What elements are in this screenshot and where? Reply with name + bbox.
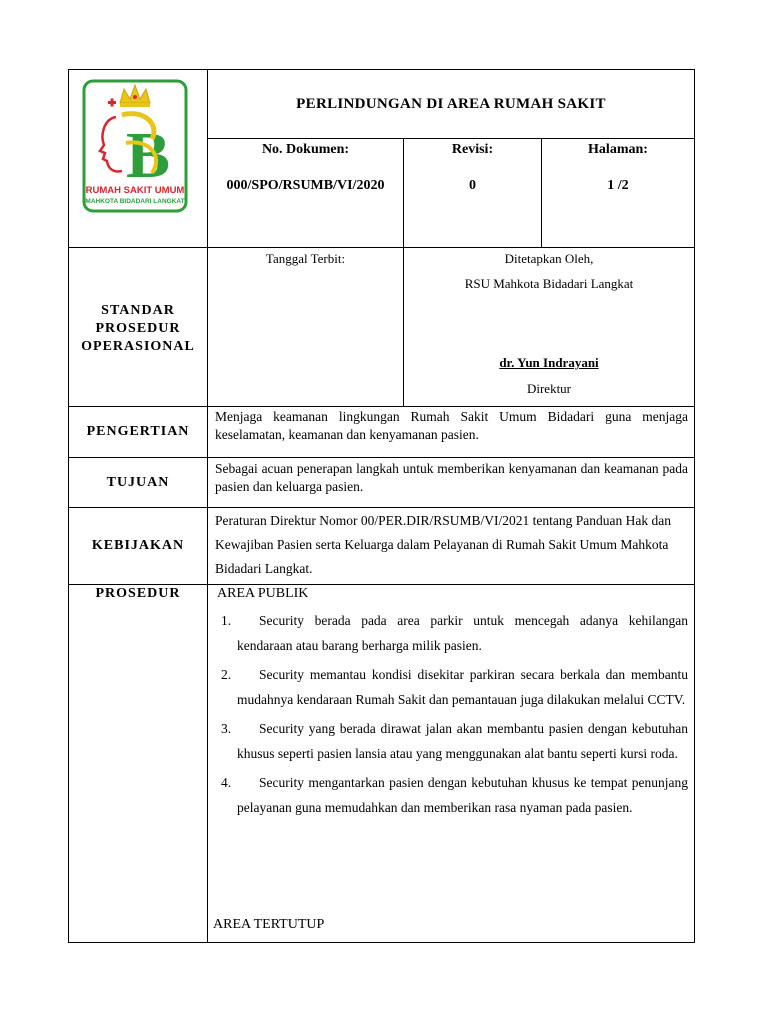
pengertian-text: Menjaga keamanan lingkungan Rumah Sakit Umum Bidadari guna menjaga keselamatan, keamanan dan kenyamanan pasien.	[215, 409, 688, 442]
document-title: PERLINDUNGAN DI AREA RUMAH SAKIT	[296, 96, 606, 112]
kebijakan-label: KEBIJAKAN	[91, 538, 185, 553]
doc-number-value: 000/SPO/RSUMB/VI/2020	[226, 178, 385, 193]
sop-label-text: STANDAR PROSEDUR OPERASIONAL	[81, 303, 195, 354]
procedure-list	[211, 608, 688, 824]
tujuan-text: Sebagai acuan penerapan langkah untuk memberikan kenyamanan dan keamanan pada pasien dan keluarga pasien.	[215, 461, 688, 494]
logo-monogram: B	[126, 119, 171, 192]
sop-label	[69, 302, 207, 356]
signer-name	[404, 355, 694, 371]
area-publik-heading: AREA PUBLIK	[217, 586, 309, 601]
revision-label: Revisi:	[451, 142, 494, 157]
doc-number-label: No. Dokumen:	[261, 142, 350, 157]
prosedur-label: PROSEDUR	[95, 586, 181, 601]
procedure-step-number: 3.	[221, 721, 232, 736]
procedure-step-text: Security mengantarkan pasien dengan kebutuhan khusus ke tempat penunjang pelayanan guna memudahkan dan memberikan rasa nyaman pada pasien.	[237, 775, 688, 815]
procedure-step	[211, 770, 688, 820]
hospital-logo	[82, 79, 188, 213]
procedure-step	[211, 716, 688, 766]
procedure-step	[211, 608, 688, 658]
hospital-name: RSU Mahkota Bidadari Langkat	[464, 276, 634, 291]
procedure-step-number: 2.	[221, 667, 232, 682]
procedure-step-text: Security memantau kondisi disekitar parkiran secara berkala dan membantu mudahnya kendaraan Rumah Sakit dan pemantauan juga dilakukan melalui CCTV.	[237, 667, 688, 707]
signer-position: Direktur	[526, 381, 572, 396]
area-tertutup-heading: AREA TERTUTUP	[213, 917, 325, 932]
revision-value: 0	[469, 178, 476, 193]
signer-name-text: dr. Yun Indrayani	[499, 355, 599, 370]
logo-graphic	[82, 79, 188, 213]
kebijakan-text: Peraturan Direktur Nomor 00/PER.DIR/RSUMB/VI/2021 tentang Panduan Hak dan Kewajiban Pasien serta Keluarga dalam Pelayanan di Rumah Sakit Umum Mahkota Bidadari Langkat.	[215, 513, 671, 576]
procedure-step-text: Security yang berada dirawat jalan akan membantu pasien dengan kebutuhan khusus seperti pasien lansia atau yang menggunakan alat bantu seperti kursi roda.	[237, 721, 688, 761]
pengertian-label: PENGERTIAN	[86, 424, 190, 439]
logo-line1: RUMAH SAKIT UMUM	[85, 185, 185, 196]
procedure-step-number: 1.	[221, 613, 232, 628]
tujuan-label: TUJUAN	[106, 475, 170, 490]
page-label: Halaman:	[588, 142, 648, 157]
logo-line2: MAHKOTA BIDADARI LANGKAT	[85, 198, 185, 205]
issue-date-label: Tanggal Terbit:	[265, 251, 346, 266]
page-value: 1 /2	[607, 178, 629, 193]
procedure-step-number: 4.	[221, 775, 232, 790]
procedure-step	[211, 662, 688, 712]
set-by-label: Ditetapkan Oleh,	[504, 251, 594, 266]
procedure-step-text: Security berada pada area parkir untuk mencegah adanya kehilangan kendaraan atau barang berharga milik pasien.	[237, 613, 688, 653]
